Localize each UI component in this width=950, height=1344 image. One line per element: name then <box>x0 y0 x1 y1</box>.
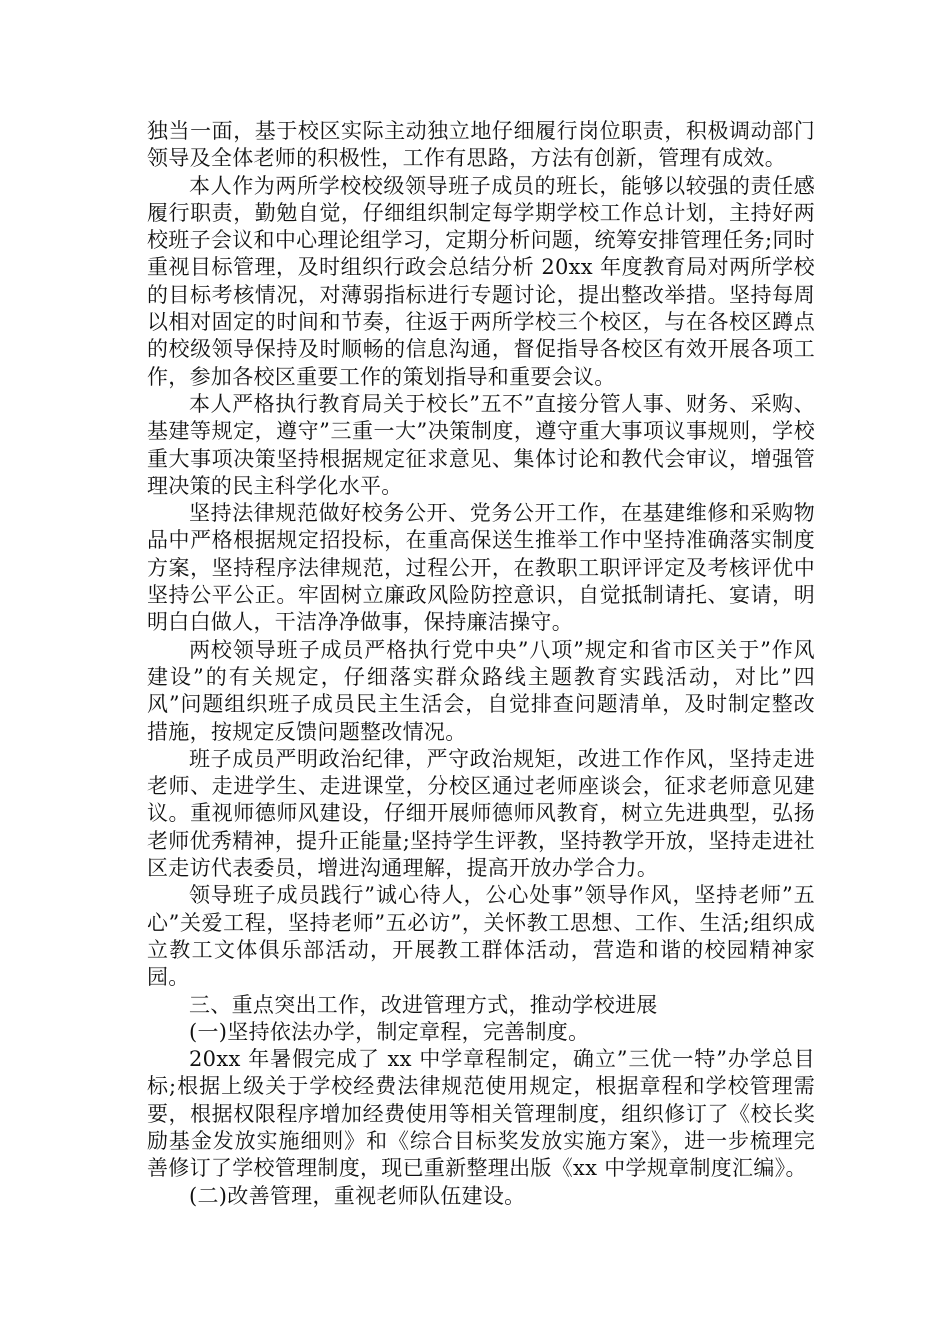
document-body <box>147 118 815 1210</box>
subsection-heading-1: (一)坚持依法办学，制定章程，完善制度。 <box>189 1019 590 1044</box>
paragraph-2: 本人作为两所学校校级领导班子成员的班长，能够以较强的责任感履行职责，勤勉自觉，仔细组织制定每学期学校工作总计划，主持好两校班子会议和中心理论组学习，定期分析问题，统筹安排管理任务;同时重视目标管理，及时组织行政会总结分析 20xx 年度教育局对两所学校的目标考核情况，对薄弱指标进行专题讨论，提出整改举措。坚持每周以相对固定的时间和节奏，往返于两所学校三个校区，与在各校区蹲点的校级领导保持及时顺畅的信息沟通，督促指导各校区有效开展各项工作，参加各校区重要工作的策划指导和重要会议。 <box>147 173 815 389</box>
paragraph-4: 坚持法律规范做好校务公开、党务公开工作，在基建维修和采购物品中严格根据规定招投标，在重高保送生推举工作中坚持准确落实制度方案，坚持程序法律规范，过程公开，在教职工职评评定及考核评优中坚持公平公正。牢固树立廉政风险防控意识，自觉抵制请托、宴请，明明白白做人，干洁净净做事，保持廉洁操守。 <box>147 501 815 635</box>
paragraph-3: 本人严格执行教育局关于校长”五不”直接分管人事、财务、采购、基建等规定，遵守”三重一大”决策制度，遵守重大事项议事规则，学校重大事项决策坚持根据规定征求意见、集体讨论和教代会审议，增强管理决策的民主科学化水平。 <box>147 391 815 498</box>
paragraph-8: 20xx 年暑假完成了 xx 中学章程制定，确立”三优一特”办学总目标;根据上级关于学校经费法律规范使用规定，根据章程和学校管理需要，根据权限程序增加经费使用等相关管理制度，组织修订了《校长奖励基金发放实施细则》和《综合目标奖发放实施方案》，进一步梳理完善修订了学校管理制度，现已重新整理出版《xx 中学规章制度汇编》。 <box>147 1047 815 1181</box>
paragraph-7: 领导班子成员践行”诚心待人，公心处事”领导作风，坚持老师”五心”关爱工程，坚持老师”五必访”，关怀教工思想、工作、生活;组织成立教工文体俱乐部活动，开展教工群体活动，营造和谐的校园精神家园。 <box>147 883 815 990</box>
paragraph-5: 两校领导班子成员严格执行党中央”八项”规定和省市区关于”作风建设”的有关规定，仔细落实群众路线主题教育实践活动，对比”四风”问题组织班子成员民主生活会，自觉排查问题清单，及时制定整改措施，按规定反馈问题整改情况。 <box>147 637 815 744</box>
paragraph-6: 班子成员严明政治纪律，严守政治规矩，改进工作作风，坚持走进老师、走进学生、走进课堂，分校区通过老师座谈会，征求老师意见建议。重视师德师风建设，仔细开展师德师风教育，树立先进典型，弘扬老师优秀精神，提升正能量;坚持学生评教，坚持教学开放，坚持走进社区走访代表委员，增进沟通理解，提高开放办学合力。 <box>147 746 815 881</box>
subsection-heading-2: (二)改善管理，重视老师队伍建设。 <box>189 1183 526 1208</box>
paragraph-1: 独当一面，基于校区实际主动独立地仔细履行岗位职责，积极调动部门领导及全体老师的积极性，工作有思路，方法有创新，管理有成效。 <box>147 119 815 171</box>
section-heading-3: 三、重点突出工作，改进管理方式，推动学校进展 <box>189 992 658 1017</box>
